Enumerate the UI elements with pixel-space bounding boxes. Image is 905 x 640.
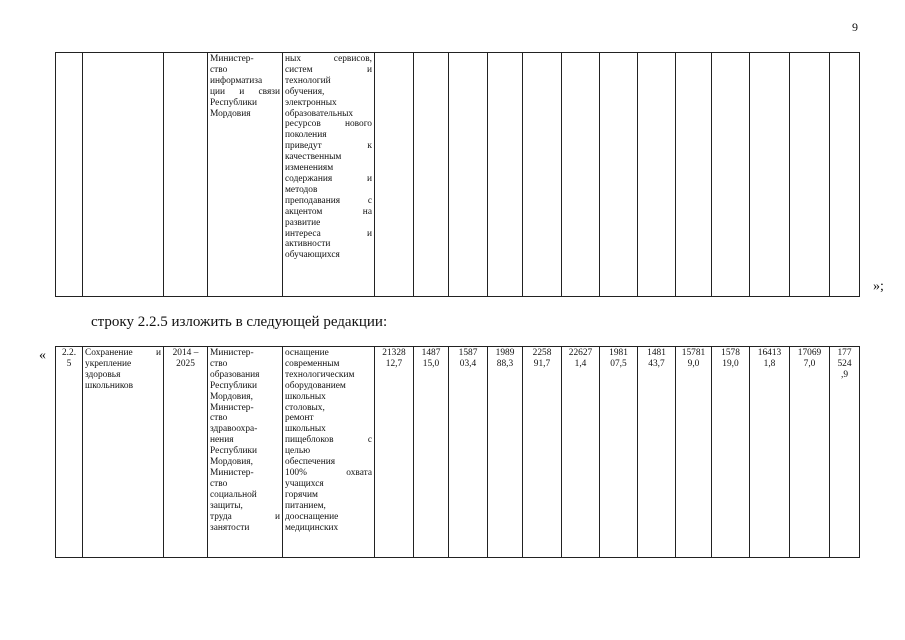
value-cell — [449, 347, 488, 558]
row-result-cell — [283, 347, 375, 558]
value-part: 21328 — [382, 348, 406, 358]
page-number: 9 — [852, 20, 858, 34]
t1-value-cell — [414, 53, 449, 297]
t1-value-cell — [600, 53, 638, 297]
text-line: Мордовия, — [210, 457, 253, 468]
value-cell — [600, 347, 638, 558]
value-part: 177 — [837, 348, 852, 358]
text-line: информатиза — [210, 75, 263, 86]
text-line: целью — [285, 446, 311, 457]
text-line: поколения — [285, 130, 327, 141]
text-line: ство — [210, 413, 228, 424]
row-number-line: 5 — [66, 358, 72, 369]
text-line: акцентом на — [285, 206, 372, 217]
t1-value-cell — [790, 53, 830, 297]
value-part: 07,5 — [610, 358, 627, 369]
text-line: преподавания с — [285, 195, 372, 206]
t1-cell-ministry — [208, 53, 283, 297]
text-line: укрепление — [85, 358, 132, 369]
row-period-cell — [164, 347, 208, 558]
text-line: дооснащение — [285, 511, 339, 522]
t1-value-cell — [638, 53, 676, 297]
t1-value-cell — [375, 53, 414, 297]
t1-result-text — [285, 54, 372, 261]
t1-value-cell — [488, 53, 523, 297]
text-line: Республики — [210, 446, 258, 457]
value-part: 91,7 — [533, 358, 551, 369]
row-number-line: 2.2. — [61, 348, 77, 358]
text-line: технологий — [285, 75, 331, 86]
t1-value-cell — [523, 53, 562, 297]
text-line: Министер- — [210, 467, 254, 478]
row-number-cell — [56, 347, 83, 558]
text-line: Министер- — [210, 54, 254, 64]
t1-cell-number — [56, 53, 83, 297]
t1-cell-result — [283, 53, 375, 297]
value-part: 88,3 — [496, 358, 514, 369]
t1-value-cell — [712, 53, 750, 297]
text-line: здравоохра- — [210, 424, 258, 435]
value-part: 1578 — [721, 348, 740, 358]
t1-value-cell — [750, 53, 790, 297]
text-line: изменениям — [285, 163, 334, 174]
text-line: медицинских — [285, 522, 339, 533]
value-cell — [676, 347, 712, 558]
text-line: развитие — [285, 217, 321, 228]
text-line: ции и связи — [210, 86, 280, 97]
text-line: электронных — [285, 97, 337, 108]
t1-ministry-text — [210, 54, 280, 119]
continued-table — [55, 52, 860, 297]
value-part: 1,8 — [763, 358, 776, 369]
text-line: защиты, — [210, 500, 243, 511]
closing-quote: »; — [873, 279, 884, 294]
row-2-2-5-table — [55, 346, 860, 558]
text-line: ство — [210, 64, 228, 75]
text-line: Сохранение и — [85, 348, 161, 358]
text-line: технологическим — [285, 369, 355, 380]
value-cell — [523, 347, 562, 558]
text-line: 2014 – — [172, 348, 199, 358]
text-line: образования — [210, 369, 260, 380]
text-line: школьных — [285, 391, 326, 402]
t1-cell-name — [83, 53, 164, 297]
text-line: обучающихся — [285, 250, 340, 261]
text-line: качественным — [285, 152, 342, 163]
text-line: 100% охвата — [285, 467, 372, 478]
value-cell — [750, 347, 790, 558]
text-line: учащихся — [285, 478, 324, 489]
value-cell — [830, 347, 860, 558]
text-line: содержания и — [285, 173, 372, 184]
text-line: ных сервисов, — [285, 54, 372, 64]
text-line: Министер- — [210, 402, 254, 413]
text-line: активности — [285, 239, 331, 250]
value-part: 12,7 — [385, 358, 403, 369]
t1-value-cell — [562, 53, 600, 297]
text-line: ресурсов нового — [285, 119, 372, 130]
text-line: горячим — [285, 489, 318, 500]
value-part: 1989 — [495, 348, 515, 358]
text-line: ремонт — [285, 413, 314, 424]
value-part: 43,7 — [648, 358, 665, 369]
text-line: ство — [210, 478, 228, 489]
value-part: 1981 — [609, 348, 628, 358]
text-line: интереса и — [285, 228, 372, 239]
value-cell — [562, 347, 600, 558]
text-line: школьных — [285, 424, 326, 435]
text-line: 2025 — [176, 358, 195, 369]
text-line: здоровья — [85, 369, 121, 380]
text-line: приведут к — [285, 141, 372, 152]
text-line: питанием, — [285, 500, 326, 511]
value-part: 1587 — [458, 348, 478, 358]
text-line: занятости — [210, 522, 250, 533]
text-line: Министер- — [210, 348, 254, 358]
section-heading: строку 2.2.5 изложить в следующей редакции: — [91, 314, 388, 330]
row-executors-cell — [208, 347, 283, 558]
value-part: 15,0 — [422, 358, 440, 369]
value-cell — [712, 347, 750, 558]
text-line: нения — [210, 435, 234, 446]
value-cell — [638, 347, 676, 558]
value-part: 9,0 — [687, 358, 700, 369]
value-part: 524 — [837, 358, 852, 369]
text-line: пищеблоков с — [285, 435, 372, 446]
value-part: 1,4 — [574, 358, 587, 369]
value-part: 17069 — [797, 348, 822, 358]
text-line: методов — [285, 184, 318, 195]
value-cell — [375, 347, 414, 558]
text-line: систем и — [285, 64, 372, 75]
text-line: столовых, — [285, 402, 325, 413]
text-line: современным — [285, 358, 340, 369]
value-part: 2258 — [532, 348, 552, 358]
row-name-cell — [83, 347, 164, 558]
t1-cell-period — [164, 53, 208, 297]
value-part: 16413 — [757, 348, 782, 358]
text-line: оборудованием — [285, 380, 346, 391]
text-line: Республики — [210, 380, 258, 391]
text-line: Мордовия, — [210, 391, 253, 402]
text-line: ство — [210, 358, 228, 369]
text-line: Республики — [210, 97, 258, 108]
text-line: Мордовия — [210, 108, 251, 119]
value-part: 7,0 — [803, 358, 816, 369]
text-line: социальной — [210, 489, 257, 500]
t1-value-cell — [449, 53, 488, 297]
value-cell — [414, 347, 449, 558]
t1-value-cell — [676, 53, 712, 297]
value-part: ,9 — [840, 369, 849, 380]
text-line: труда и — [210, 511, 280, 522]
text-line: обеспечения — [285, 457, 336, 468]
text-line: школьников — [85, 380, 134, 391]
value-part: 22627 — [568, 348, 593, 358]
value-cell — [488, 347, 523, 558]
value-part: 03,4 — [459, 358, 477, 369]
text-line: образовательных — [285, 108, 354, 119]
text-line: оснащение — [285, 348, 329, 358]
value-cell — [790, 347, 830, 558]
value-part: 19,0 — [722, 358, 739, 369]
value-part: 15781 — [681, 348, 706, 358]
t1-value-cell — [830, 53, 860, 297]
opening-quote: « — [39, 348, 46, 363]
value-part: 1487 — [421, 348, 441, 358]
text-line: обучения, — [285, 86, 325, 97]
value-part: 1481 — [647, 348, 666, 358]
